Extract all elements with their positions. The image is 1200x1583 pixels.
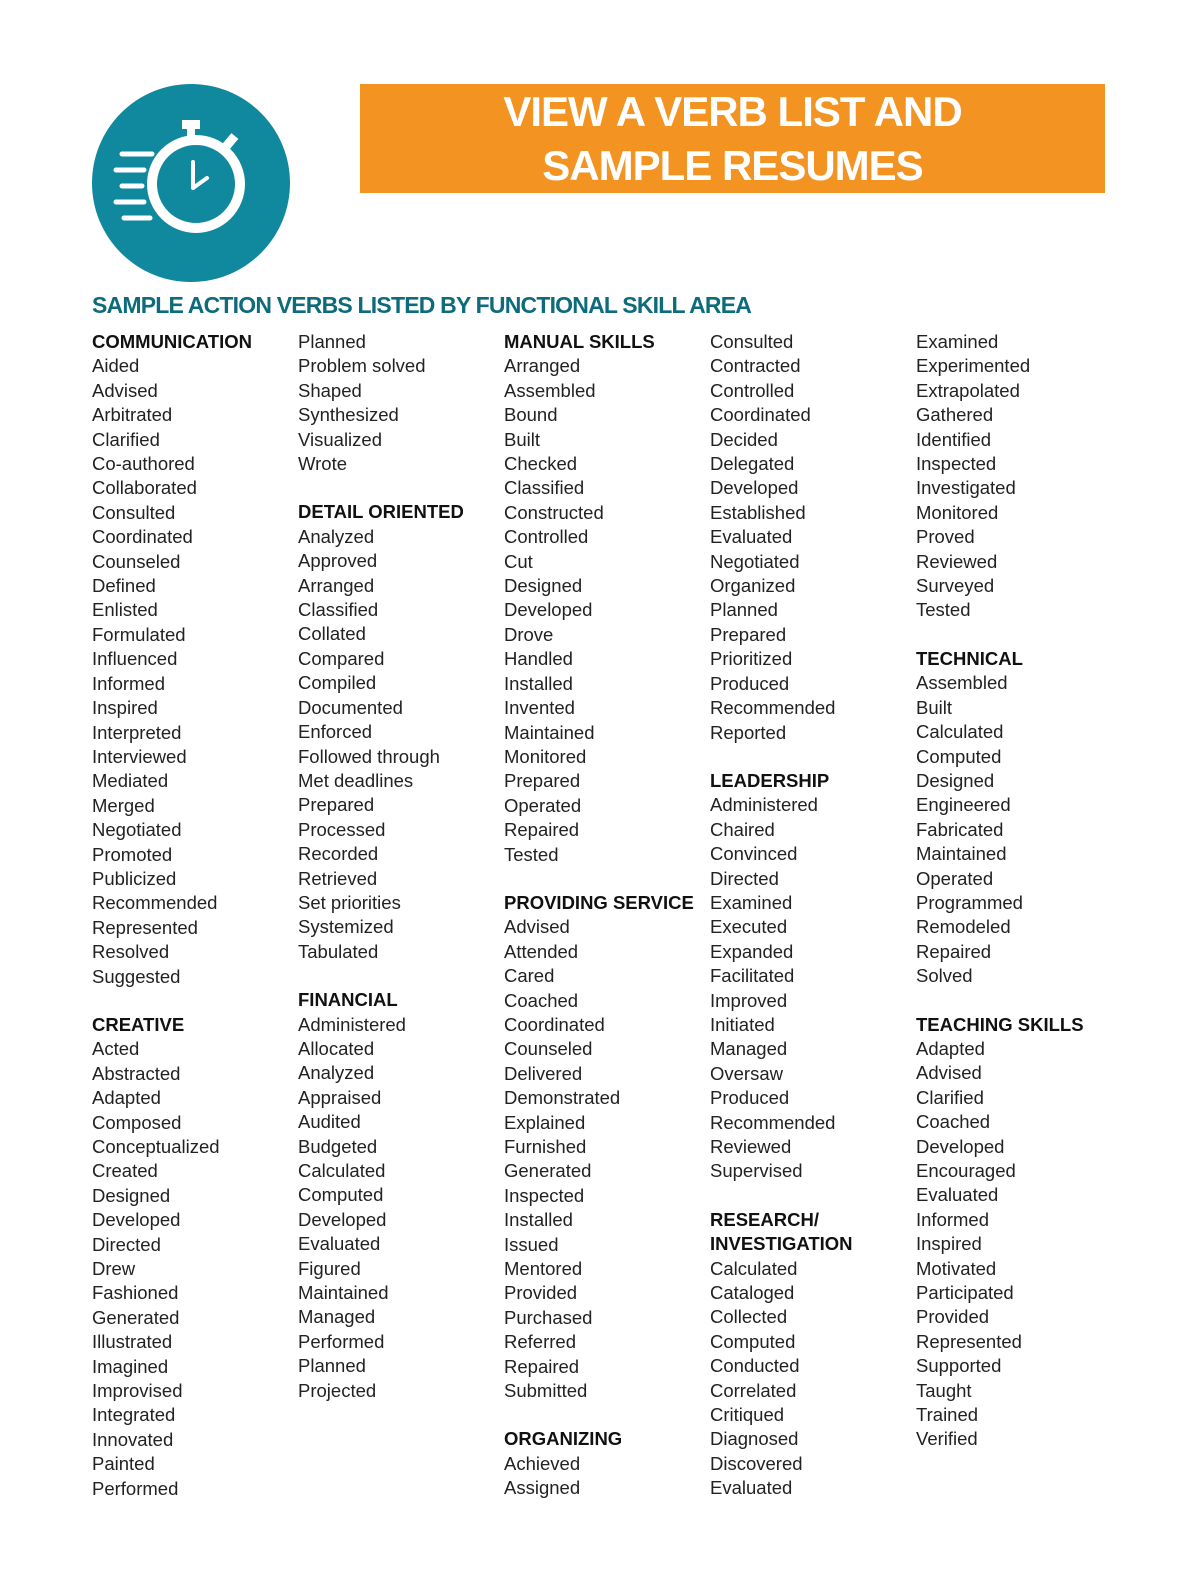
skill-section xyxy=(916,330,1116,623)
verb-item: Consulted xyxy=(710,331,794,352)
verb-item: Operated xyxy=(504,794,582,816)
verb-item: Compared xyxy=(298,647,385,669)
verb-item: Inspired xyxy=(92,697,158,719)
verb-item: Evaluated xyxy=(710,526,793,548)
verb-item: Administered xyxy=(710,794,818,816)
verb-item: Collected xyxy=(710,1306,788,1328)
verb-item: Represented xyxy=(92,916,198,938)
verb-item: Planned xyxy=(710,599,778,621)
verb-item: Maintained xyxy=(504,721,595,743)
skill-heading: CREATIVE xyxy=(92,1013,185,1035)
verb-item: Monitored xyxy=(504,745,587,767)
skill-heading: MANUAL SKILLS xyxy=(504,331,655,352)
skill-section xyxy=(298,500,498,964)
verb-item: Tested xyxy=(504,843,559,865)
verb-item: Motivated xyxy=(916,1257,997,1279)
verb-item: Diagnosed xyxy=(710,1428,799,1450)
verb-item: Appraised xyxy=(298,1086,382,1108)
verb-item: Performed xyxy=(298,1330,385,1352)
verb-item: Inspected xyxy=(504,1184,585,1206)
verb-item: Correlated xyxy=(710,1379,797,1401)
verb-item: Experimented xyxy=(916,355,1031,377)
verb-item: Improvised xyxy=(92,1380,183,1402)
verb-item: Generated xyxy=(504,1160,592,1182)
verb-item: Problem solved xyxy=(298,355,426,377)
verb-item: Planned xyxy=(298,331,366,352)
skill-section xyxy=(504,1427,704,1500)
verb-item: Expanded xyxy=(710,940,794,962)
verb-item: Discovered xyxy=(710,1452,803,1474)
verb-item: Built xyxy=(504,428,540,450)
skill-heading: ORGANIZING xyxy=(504,1428,623,1450)
verb-item: Budgeted xyxy=(298,1135,378,1157)
skill-section xyxy=(916,1013,1116,1452)
verb-item: Recommended xyxy=(710,1111,836,1133)
verb-item: Promoted xyxy=(92,843,173,865)
verb-item: Coordinated xyxy=(504,1013,605,1035)
verb-item: Facilitated xyxy=(710,965,795,987)
verb-item: Computed xyxy=(916,745,1002,767)
verb-item: Assembled xyxy=(916,672,1008,694)
verb-item: Cared xyxy=(504,965,555,987)
verb-item: Formulated xyxy=(92,623,186,645)
verb-item: Imagined xyxy=(92,1355,169,1377)
verb-item: Attended xyxy=(504,940,579,962)
verb-item: Delivered xyxy=(504,1062,583,1084)
verb-item: Recommended xyxy=(710,697,836,719)
verb-item: Purchased xyxy=(504,1306,593,1328)
verb-item: Informed xyxy=(916,1208,990,1230)
verb-item: Documented xyxy=(298,696,403,718)
verb-item: Drew xyxy=(92,1258,136,1280)
verb-item: Submitted xyxy=(504,1380,588,1402)
verb-item: Developed xyxy=(504,599,593,621)
verb-item: Conceptualized xyxy=(92,1136,220,1157)
verb-item: Fabricated xyxy=(916,818,1004,840)
verb-item: Performed xyxy=(92,1477,179,1499)
verb-item: Controlled xyxy=(504,526,589,548)
verb-item: Bound xyxy=(504,404,558,426)
verb-item: Built xyxy=(916,696,952,718)
verb-item: Explained xyxy=(504,1111,586,1133)
verb-item: Developed xyxy=(916,1135,1005,1157)
verb-item: Computed xyxy=(710,1330,796,1352)
verb-item: Convinced xyxy=(710,843,798,865)
verb-item: Investigated xyxy=(916,477,1016,499)
verb-item: Cataloged xyxy=(710,1282,795,1304)
verb-item: Prepared xyxy=(504,770,581,792)
verb-item: Established xyxy=(710,501,806,523)
verb-item: Checked xyxy=(504,453,578,475)
verb-item: Approved xyxy=(298,550,378,572)
verb-item: Coached xyxy=(504,989,579,1011)
verb-item: Compiled xyxy=(298,672,377,694)
skill-section xyxy=(710,330,910,745)
verb-item: Followed through xyxy=(298,745,440,767)
skill-section xyxy=(710,1208,910,1501)
verb-item: Assigned xyxy=(504,1477,581,1499)
verb-item: Integrated xyxy=(92,1404,176,1426)
skill-heading: RESEARCH/ INVESTIGATION xyxy=(710,1208,853,1255)
verb-item: Managed xyxy=(710,1038,788,1060)
verb-item: Systemized xyxy=(298,916,394,938)
verb-item: Supported xyxy=(916,1355,1002,1377)
verb-item: Coached xyxy=(916,1111,991,1133)
verb-item: Resolved xyxy=(92,941,170,963)
verb-item: Generated xyxy=(92,1306,180,1328)
verb-item: Programmed xyxy=(916,891,1023,913)
skill-section xyxy=(916,647,1116,989)
verb-item: Coordinated xyxy=(92,526,193,548)
verb-item: Advised xyxy=(504,916,570,938)
verb-item: Demonstrated xyxy=(504,1087,621,1109)
verb-item: Repaired xyxy=(504,819,580,841)
verb-item: Painted xyxy=(92,1453,155,1475)
verb-item: Repaired xyxy=(504,1355,580,1377)
verb-item: Coordinated xyxy=(710,404,811,426)
verb-item: Gathered xyxy=(916,404,994,426)
verb-item: Controlled xyxy=(710,379,795,401)
verb-item: Synthesized xyxy=(298,404,399,426)
verb-item: Fashioned xyxy=(92,1282,179,1304)
verb-item: Produced xyxy=(710,672,790,694)
verb-item: Mentored xyxy=(504,1258,583,1280)
verb-item: Decided xyxy=(710,428,778,450)
verb-item: Provided xyxy=(504,1282,578,1304)
verb-item: Directed xyxy=(92,1233,161,1255)
verb-item: Contracted xyxy=(710,355,801,377)
verb-column xyxy=(916,330,1116,1476)
skill-heading: DETAIL ORIENTED xyxy=(298,501,464,523)
verb-item: Trained xyxy=(916,1404,979,1426)
verb-item: Abstracted xyxy=(92,1062,181,1084)
verb-item: Figured xyxy=(298,1257,361,1279)
verb-item: Examined xyxy=(710,891,793,913)
title-line-2: SAMPLE RESUMES xyxy=(542,141,923,189)
verb-item: Operated xyxy=(916,867,994,889)
verb-item: Negotiated xyxy=(92,819,182,841)
verb-item: Examined xyxy=(916,331,999,352)
verb-item: Enlisted xyxy=(92,599,158,621)
verb-item: Interpreted xyxy=(92,721,182,743)
verb-item: Designed xyxy=(92,1184,171,1206)
verb-item: Evaluated xyxy=(916,1184,999,1206)
verb-item: Installed xyxy=(504,672,573,694)
verb-item: Maintained xyxy=(298,1282,389,1304)
verb-item: Provided xyxy=(916,1306,990,1328)
verb-item: Solved xyxy=(916,965,973,987)
verb-item: Inspected xyxy=(916,453,997,475)
verb-item: Inspired xyxy=(916,1233,982,1255)
verb-item: Aided xyxy=(92,355,140,377)
verb-item: Produced xyxy=(710,1087,790,1109)
verb-item: Repaired xyxy=(916,940,992,962)
verb-item: Arranged xyxy=(298,574,375,596)
skill-section xyxy=(92,330,292,989)
title-line-1: VIEW A VERB LIST AND xyxy=(503,87,962,135)
skill-section xyxy=(298,988,498,1403)
verb-item: Executed xyxy=(710,916,788,938)
skill-heading: TEACHING SKILLS xyxy=(916,1013,1084,1035)
verb-item: Calculated xyxy=(298,1160,386,1181)
verb-item: Collaborated xyxy=(92,477,197,499)
verb-item: Audited xyxy=(298,1111,361,1133)
verb-item: Tabulated xyxy=(298,940,379,962)
verb-item: Managed xyxy=(298,1306,376,1328)
stopwatch-logo xyxy=(92,84,290,282)
verb-item: Adapted xyxy=(92,1087,161,1109)
verb-item: Assembled xyxy=(504,379,596,401)
verb-item: Drove xyxy=(504,623,554,645)
verb-item: Evaluated xyxy=(710,1477,793,1499)
verb-item: Designed xyxy=(504,575,583,597)
verb-item: Negotiated xyxy=(710,550,800,572)
verb-item: Identified xyxy=(916,428,992,450)
verb-item: Co-authored xyxy=(92,453,195,475)
verb-item: Represented xyxy=(916,1330,1022,1352)
verb-columns xyxy=(92,330,1112,1500)
section-subtitle: SAMPLE ACTION VERBS LISTED BY FUNCTIONAL SKILL AREA xyxy=(92,292,752,318)
verb-item: Designed xyxy=(916,769,995,791)
verb-item: Administered xyxy=(298,1013,406,1035)
verb-item: Evaluated xyxy=(298,1233,381,1255)
verb-item: Innovated xyxy=(92,1428,174,1450)
verb-item: Developed xyxy=(92,1209,181,1231)
verb-item: Met deadlines xyxy=(298,769,414,791)
verb-item: Collated xyxy=(298,623,366,645)
verb-item: Oversaw xyxy=(710,1062,783,1084)
verb-item: Improved xyxy=(710,989,788,1011)
verb-item: Referred xyxy=(504,1331,576,1353)
verb-item: Acted xyxy=(92,1038,140,1060)
verb-item: Advised xyxy=(916,1062,982,1084)
verb-item: Mediated xyxy=(92,770,169,792)
verb-item: Prepared xyxy=(710,623,787,645)
verb-item: Constructed xyxy=(504,501,604,523)
verb-item: Classified xyxy=(298,599,379,621)
verb-item: Calculated xyxy=(710,1257,798,1279)
skill-section xyxy=(298,330,498,476)
verb-item: Adapted xyxy=(916,1037,985,1059)
verb-item: Remodeled xyxy=(916,916,1011,938)
skill-heading: COMMUNICATION xyxy=(92,331,252,352)
verb-item: Counseled xyxy=(504,1038,593,1060)
skill-section xyxy=(710,769,910,1184)
verb-item: Chaired xyxy=(710,818,775,840)
verb-item: Analyzed xyxy=(298,525,375,547)
verb-item: Enforced xyxy=(298,721,373,743)
skill-section xyxy=(504,330,704,867)
verb-item: Classified xyxy=(504,477,585,499)
verb-item: Reviewed xyxy=(916,550,998,572)
verb-item: Consulted xyxy=(92,501,176,523)
verb-item: Arranged xyxy=(504,355,581,377)
verb-item: Influenced xyxy=(92,648,178,670)
stopwatch-icon xyxy=(92,84,290,282)
verb-item: Interviewed xyxy=(92,745,187,767)
verb-item: Allocated xyxy=(298,1037,375,1059)
verb-item: Advised xyxy=(92,379,158,401)
verb-item: Invented xyxy=(504,697,575,719)
verb-item: Installed xyxy=(504,1209,573,1231)
verb-column xyxy=(504,330,704,1525)
verb-item: Publicized xyxy=(92,867,177,889)
verb-item: Proved xyxy=(916,526,975,548)
verb-item: Initiated xyxy=(710,1013,775,1035)
verb-item: Calculated xyxy=(916,721,1004,743)
verb-item: Reported xyxy=(710,721,787,743)
verb-item: Counseled xyxy=(92,550,181,572)
verb-item: Clarified xyxy=(92,428,160,450)
title-banner xyxy=(360,84,1105,193)
verb-item: Developed xyxy=(710,477,799,499)
verb-item: Issued xyxy=(504,1233,559,1255)
verb-item: Wrote xyxy=(298,453,348,475)
verb-item: Encouraged xyxy=(916,1160,1016,1181)
skill-section xyxy=(504,891,704,1404)
verb-item: Cut xyxy=(504,550,533,572)
verb-item: Visualized xyxy=(298,428,382,450)
verb-item: Engineered xyxy=(916,794,1011,816)
verb-item: Created xyxy=(92,1160,158,1182)
verb-column xyxy=(92,330,292,1525)
verb-item: Merged xyxy=(92,794,155,816)
verb-item: Tested xyxy=(916,599,971,621)
verb-item: Directed xyxy=(710,867,779,889)
verb-item: Composed xyxy=(92,1111,182,1133)
verb-item: Projected xyxy=(298,1379,377,1401)
verb-item: Handled xyxy=(504,648,573,670)
verb-item: Extrapolated xyxy=(916,379,1020,401)
verb-item: Clarified xyxy=(916,1086,984,1108)
verb-item: Prepared xyxy=(298,794,375,816)
skill-section xyxy=(92,1013,292,1501)
verb-item: Delegated xyxy=(710,453,795,475)
skill-heading: FINANCIAL xyxy=(298,989,398,1011)
skill-heading: PROVIDING SERVICE xyxy=(504,891,694,913)
verb-item: Illustrated xyxy=(92,1331,173,1353)
verb-item: Developed xyxy=(298,1208,387,1230)
verb-column xyxy=(298,330,498,1427)
verb-column xyxy=(710,330,910,1525)
verb-item: Supervised xyxy=(710,1160,803,1182)
skill-heading: LEADERSHIP xyxy=(710,769,830,791)
verb-item: Critiqued xyxy=(710,1404,785,1426)
verb-item: Shaped xyxy=(298,379,362,401)
verb-item: Maintained xyxy=(916,843,1007,865)
verb-item: Processed xyxy=(298,818,386,840)
verb-item: Prioritized xyxy=(710,648,793,670)
verb-item: Computed xyxy=(298,1184,384,1206)
verb-item: Reviewed xyxy=(710,1136,792,1157)
verb-item: Retrieved xyxy=(298,867,378,889)
verb-item: Organized xyxy=(710,575,796,597)
verb-item: Participated xyxy=(916,1282,1014,1304)
verb-item: Furnished xyxy=(504,1136,587,1157)
verb-item: Verified xyxy=(916,1428,978,1450)
verb-item: Recommended xyxy=(92,892,218,914)
verb-item: Suggested xyxy=(92,965,181,987)
verb-item: Arbitrated xyxy=(92,404,173,426)
skill-heading: TECHNICAL xyxy=(916,647,1023,669)
verb-item: Taught xyxy=(916,1379,972,1401)
verb-item: Achieved xyxy=(504,1452,581,1474)
verb-item: Recorded xyxy=(298,843,379,865)
verb-item: Monitored xyxy=(916,501,999,523)
verb-item: Planned xyxy=(298,1355,366,1377)
verb-item: Conducted xyxy=(710,1355,800,1377)
verb-item: Set priorities xyxy=(298,891,401,913)
verb-item: Defined xyxy=(92,575,156,597)
verb-item: Informed xyxy=(92,672,166,694)
verb-item: Analyzed xyxy=(298,1062,375,1084)
verb-item: Surveyed xyxy=(916,575,995,597)
